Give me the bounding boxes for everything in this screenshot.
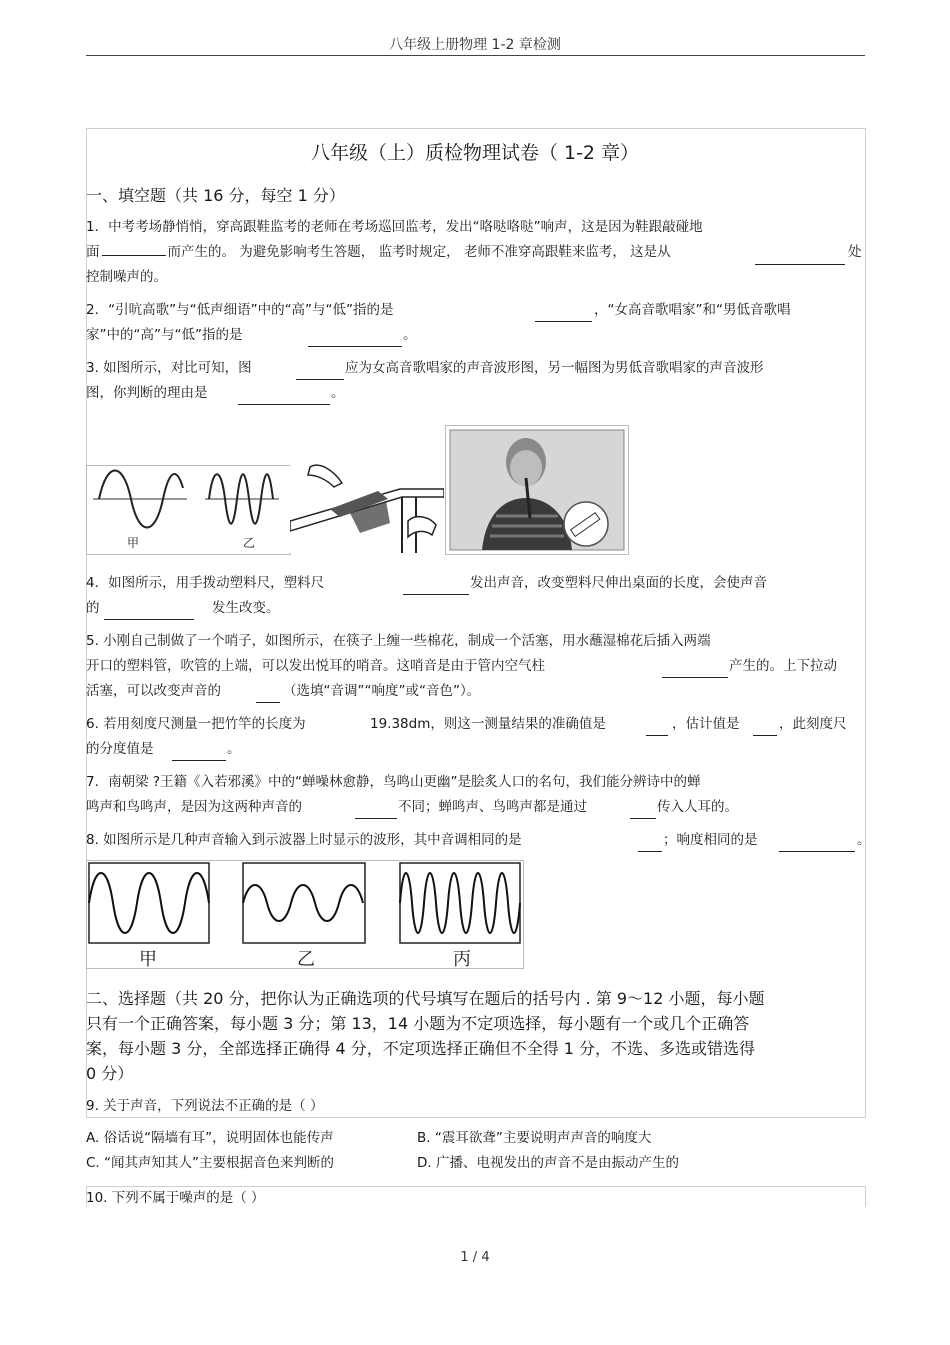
- q8-text-b: ；响度相同的是: [663, 832, 758, 848]
- q5-line1: 5. 小刚自己制做了一个哨子，如图所示，在筷子上缠一些棉花，制成一个活塞，用水蘸湿棉花后插入两端: [86, 633, 711, 649]
- q1-line3: 控制噪声的。: [86, 269, 167, 285]
- q6-text-d: ，此刻度尺: [779, 716, 847, 732]
- section2-heading-l4: 0 分）: [86, 1064, 134, 1083]
- ruler-svg: [290, 461, 444, 553]
- q7-blank-2[interactable]: [630, 803, 656, 819]
- q3-blank-1[interactable]: [296, 364, 344, 380]
- waveform-svg: [87, 466, 290, 554]
- q4-blank-1[interactable]: [403, 579, 469, 595]
- q7-text-b: 不同；蝉鸣声、鸟鸣声都是通过: [398, 799, 587, 815]
- q1-line2: [86, 240, 864, 265]
- q7-text-c: 传入人耳的。: [657, 799, 738, 815]
- q6-text-f: 。: [227, 741, 241, 757]
- q7-blank-1[interactable]: [355, 803, 397, 819]
- q6-blank-3[interactable]: [172, 745, 226, 761]
- q3-text-c: 图，你判断的理由是: [86, 385, 208, 401]
- q5-text-c: 活塞，可以改变声音的: [86, 683, 221, 699]
- q10-stem: 10. 下列不属于噪声的是（ ）: [86, 1190, 265, 1206]
- section2-heading-l2: 只有一个正确答案，每小题 3 分；第 13，14 小题为不定项选择，每小题有一个或几个正确答: [86, 1014, 750, 1033]
- q6-blank-1[interactable]: [646, 720, 668, 736]
- q1-blank-1[interactable]: [102, 240, 166, 256]
- q3-text-a: 3. 如图所示，对比可知，图: [86, 360, 252, 376]
- q6-text-b: 19.38dm，则这一测量结果的准确值是: [370, 716, 606, 732]
- q1-text-c: 处: [848, 244, 862, 260]
- q5-text-d: （选填“音调”“响度”或“音色”）。: [283, 683, 481, 699]
- oscilloscope-figure: [86, 860, 524, 969]
- q2-text-b: ，“女高音歌唱家”和“男低音歌唱: [594, 302, 791, 318]
- q2-blank-1[interactable]: [535, 306, 592, 322]
- q4-text-c: 的: [86, 600, 100, 616]
- q7-text-a: 鸣声和鸟鸣声，是因为这两种声音的: [86, 799, 302, 815]
- label-yi: 乙: [243, 536, 256, 550]
- running-header: 八年级上册物理 1-2 章检测: [389, 37, 561, 53]
- q6-text-c: ，估计值是: [672, 716, 740, 732]
- q4-blank-2[interactable]: [104, 604, 194, 620]
- label-jia: 甲: [127, 536, 140, 550]
- q2-text-c: 家”中的“高”与“低”指的是: [86, 327, 243, 343]
- q9-option-a[interactable]: A. 俗话说“隔墙有耳”，说明固体也能传声: [86, 1130, 334, 1146]
- q2-text-a: 2．“引吭高歌”与“低声细语”中的“高”与“低”指的是: [86, 302, 394, 318]
- q6-text-e: 的分度值是: [86, 741, 154, 757]
- osc-label-jia: 甲: [139, 949, 157, 970]
- q1-blank-2[interactable]: [755, 249, 845, 265]
- q4-text-a: 4．如图所示，用手拨动塑料尺，塑料尺: [86, 575, 325, 591]
- boy-whistle-photo: [445, 425, 629, 555]
- q3-blank-2[interactable]: [238, 389, 330, 405]
- photo-svg: [446, 426, 628, 554]
- section2-heading-l1: 二、选择题（共 20 分，把你认为正确选项的代号填写在题后的括号内 . 第 9～12 小题，每小题: [86, 989, 765, 1008]
- q1-text-a: 面: [86, 244, 100, 260]
- osc-label-yi: 乙: [297, 949, 315, 970]
- exam-title: 八年级（上）质检物理试卷（ 1-2 章）: [310, 142, 640, 164]
- q9-stem: 9. 关于声音，下列说法不正确的是（ ）: [86, 1098, 324, 1114]
- page-number: 1 / 4: [460, 1250, 490, 1265]
- q7-line1: 7．南朝梁 ?王籍《入若邪溪》中的“蝉噪林愈静，鸟鸣山更幽”是脍炙人口的名句，我们能分辨诗中的蝉: [86, 774, 701, 790]
- q1-line1: 1．中考考场静悄悄，穿高跟鞋监考的老师在考场巡回监考，发出“咯哒咯哒”响声，这是因为鞋跟敲碰地: [86, 219, 703, 235]
- header-rule: [86, 55, 865, 56]
- waveform-figure-jia-yi: [86, 465, 291, 555]
- q8-text-c: 。: [857, 832, 871, 848]
- ruler-plucking-illustration: [290, 461, 444, 553]
- q6-blank-2[interactable]: [753, 720, 777, 736]
- q3-text-d: 。: [331, 385, 345, 401]
- q9-option-b[interactable]: B. “震耳欲聋”主要说明声声音的响度大: [417, 1130, 652, 1146]
- q4-text-b: 发出声音，改变塑料尺伸出桌面的长度，会使声音: [470, 575, 767, 591]
- q5-blank-1[interactable]: [662, 662, 728, 678]
- section1-heading: 一、填空题（共 16 分，每空 1 分）: [86, 186, 345, 205]
- q5-blank-2[interactable]: [256, 687, 280, 703]
- q2-blank-2[interactable]: [308, 331, 402, 347]
- q1-text-b: 而产生的。 为避免影响考生答题， 监考时规定， 老师不准穿高跟鞋来监考， 这是从: [167, 244, 671, 260]
- q2-text-d: 。: [403, 327, 417, 343]
- q5-text-b: 产生的。上下拉动: [729, 658, 837, 674]
- q9-option-c[interactable]: C. “闻其声知其人”主要根据音色来判断的: [86, 1155, 334, 1171]
- q6-text-a: 6. 若用刻度尺测量一把竹竿的长度为: [86, 716, 306, 732]
- q8-text-a: 8. 如图所示是几种声音输入到示波器上时显示的波形，其中音调相同的是: [86, 832, 522, 848]
- q8-blank-2[interactable]: [779, 836, 855, 852]
- q4-text-d: 发生改变。: [212, 600, 280, 616]
- q5-text-a: 开口的塑料管，吹管的上端，可以发出悦耳的哨音。这哨音是由于管内空气柱: [86, 658, 545, 674]
- q8-blank-1[interactable]: [638, 836, 662, 852]
- q9-option-d[interactable]: D. 广播、电视发出的声音不是由振动产生的: [417, 1155, 679, 1171]
- section2-heading-l3: 案，每小题 3 分，全部选择正确得 4 分，不定项选择正确但不全得 1 分，不选、多选或错选得: [86, 1039, 756, 1058]
- osc-label-bing: 丙: [453, 949, 471, 970]
- q3-text-b: 应为女高音歌唱家的声音波形图，另一幅图为男低音歌唱家的声音波形: [345, 360, 764, 376]
